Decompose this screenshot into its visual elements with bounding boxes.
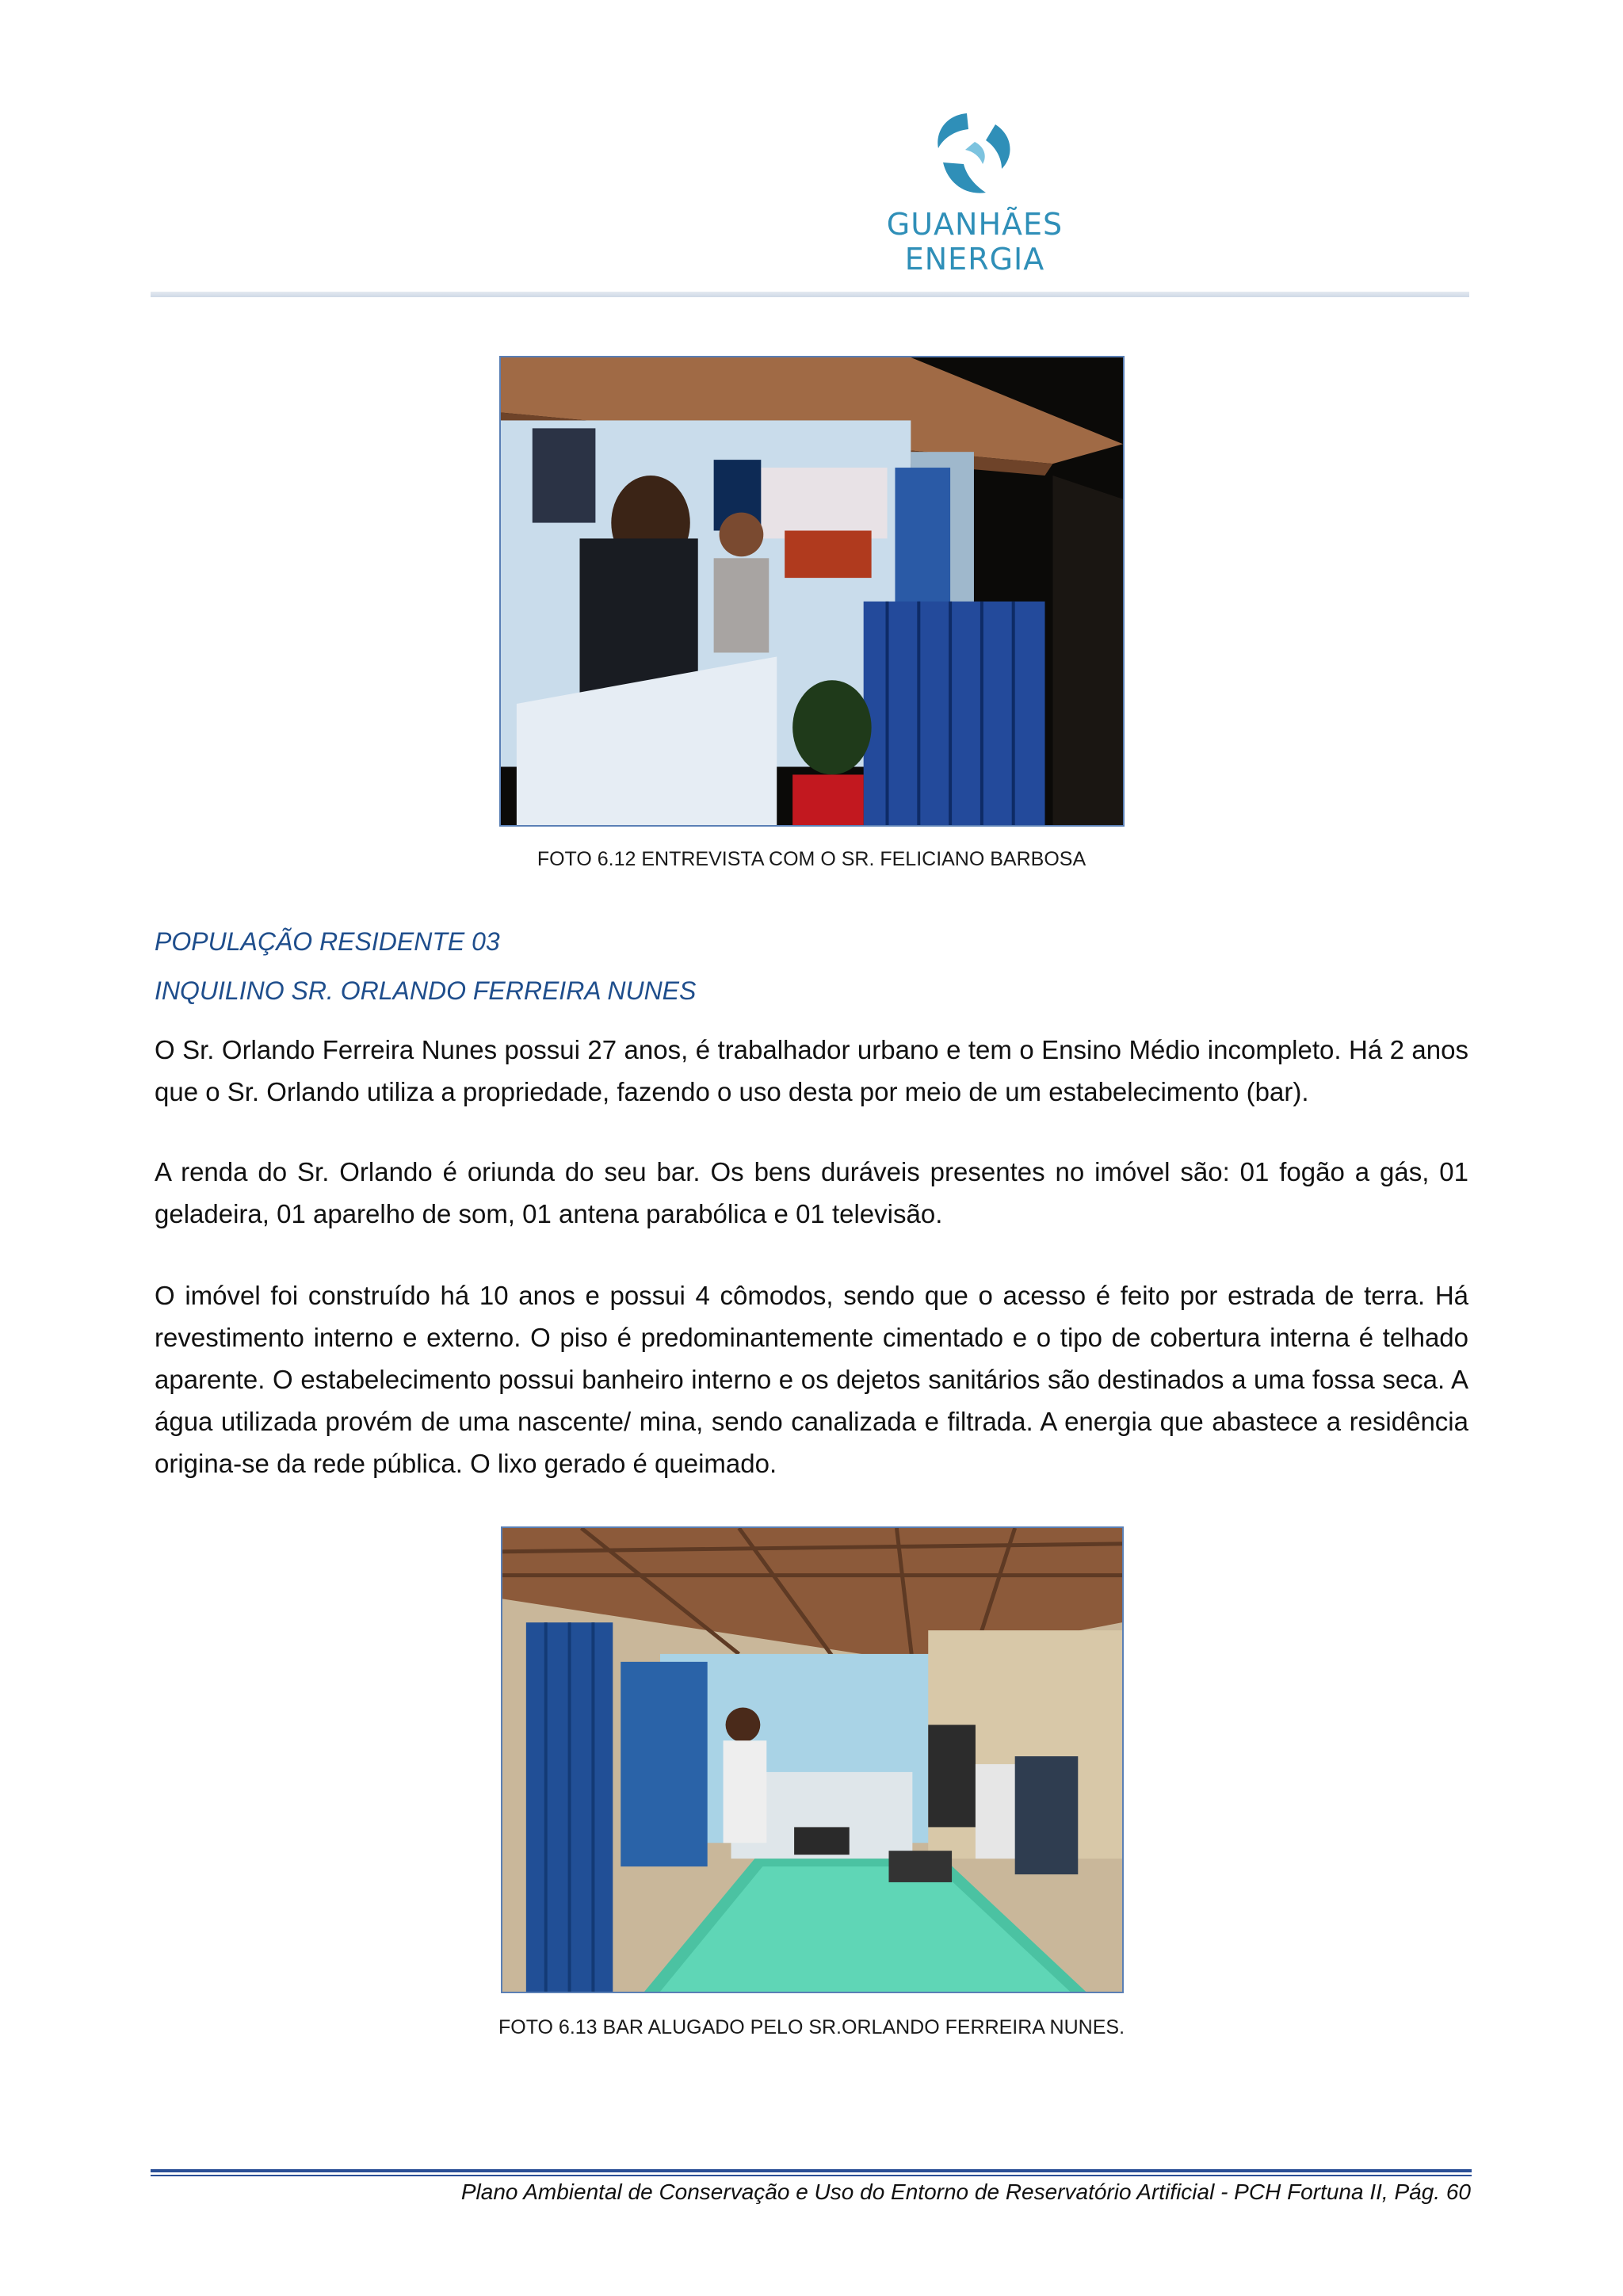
- body-paragraph: O imóvel foi construído há 10 anos e possui 4 cômodos, sendo que o acesso é feito por estrada de terra. Há revestimento interno e externo. O piso é predominantemente cimentado e o tipo de cobertura interna é telhado aparente. O estabelecimento possui banheiro interno e os dejetos sanitários são destinados a uma fossa seca. A água utilizada provém de uma nascente/ mina, sendo canalizada e filtrada. A energia que abastece a residência origina-se da rede pública. O lixo gerado é queimado.: [155, 1281, 1468, 1478]
- body-paragraph: O Sr. Orlando Ferreira Nunes possui 27 anos, é trabalhador urbano e tem o Ensino Médio incompleto. Há 2 anos que o Sr. Orlando utiliza a propriedade, fazendo o uso desta por meio de um estabelecimento (bar).: [155, 1035, 1468, 1106]
- photo-caption: FOTO 6.13 BAR ALUGADO PELO SR.ORLANDO FERREIRA NUNES.: [498, 2016, 1125, 2038]
- logo-text: GUANHÃES ENERGIA: [886, 207, 1064, 277]
- page-footer: Plano Ambiental de Conservação e Uso do Entorno de Reservatório Artificial - PCH Fortuna II, Pág. 60: [460, 2179, 1471, 2204]
- company-logo: [816, 107, 1133, 277]
- header-divider: [151, 292, 1469, 297]
- footer-divider: [151, 2169, 1472, 2172]
- footer-divider: [151, 2175, 1472, 2176]
- section-title: POPULAÇÃO RESIDENTE 03: [155, 927, 500, 956]
- photo-bar: [501, 1526, 1124, 1993]
- photo-interview: [499, 356, 1125, 827]
- photo-caption: FOTO 6.12 ENTREVISTA COM O SR. FELICIANO BARBOSA: [537, 848, 1086, 870]
- section-subtitle: INQUILINO SR. ORLANDO FERREIRA NUNES: [155, 976, 697, 1005]
- body-paragraph: A renda do Sr. Orlando é oriunda do seu bar. Os bens duráveis presentes no imóvel são: 01 fogão a gás, 01 geladeira, 01 aparelho de som, 01 antena parabólica e 01 televisão.: [155, 1157, 1468, 1228]
- guanhaes-energia-swirl-icon: [919, 107, 1022, 202]
